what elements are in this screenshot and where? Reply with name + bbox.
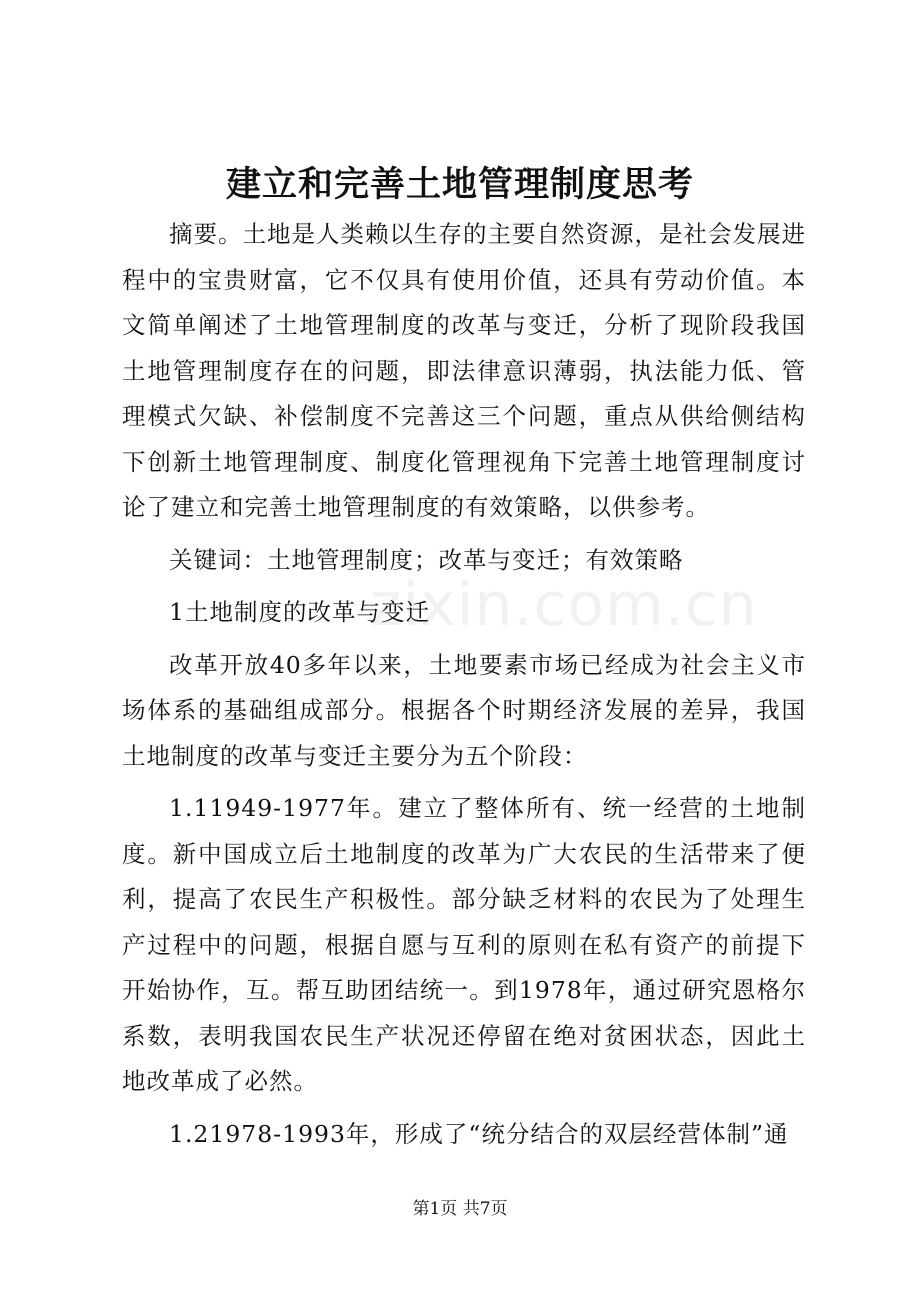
document-body [122, 212, 806, 1157]
body-paragraph: 1.11949-1977年。建立了整体所有、统一经营的土地制度。新中国成立后土地制度的改革为广大农民的生活带来了便利，提高了农民生产积极性。部分缺乏材料的农民为了处理生产过程中的问题，根据自愿与互利的原则在私有资产的前提下开始协作，互。帮互助团结统一。到1978年，通过研究恩格尔系数，表明我国农民生产状况还停留在绝对贫困状态，因此土地改革成了必然。 [122, 794, 806, 1095]
abstract-paragraph: 摘要。土地是人类赖以生存的主要自然资源，是社会发展进程中的宝贵财富，它不仅具有使用价值，还具有劳动价值。本文简单阐述了土地管理制度的改革与变迁，分析了现阶段我国土地管理制度存在的问题，即法律意识薄弱，执法能力低、管理模式欠缺、补偿制度不完善这三个问题，重点从供给侧结构下创新土地管理制度、制度化管理视角下完善土地管理制度讨论了建立和完善土地管理制度的有效策略，以供参考。 [122, 220, 806, 521]
body-paragraph: 1.21978-1993年，形成了“统分结合的双层经营体制”通 [169, 1119, 789, 1148]
page-footer: 第1页 共7页 [412, 1199, 508, 1219]
keywords-paragraph: 关键词：土地管理制度；改革与变迁；有效策略 [169, 545, 684, 574]
section-heading: 1土地制度的改革与变迁 [169, 598, 430, 626]
body-paragraph: 改革开放40多年以来，土地要素市场已经成为社会主义市场体系的基础组成部分。根据各个时期经济发展的差异，我国土地制度的改革与变迁主要分为五个阶段： [122, 650, 806, 770]
document-title: 建立和完善土地管理制度思考 [225, 164, 694, 205]
watermark: zixin.com.cn [370, 570, 758, 640]
